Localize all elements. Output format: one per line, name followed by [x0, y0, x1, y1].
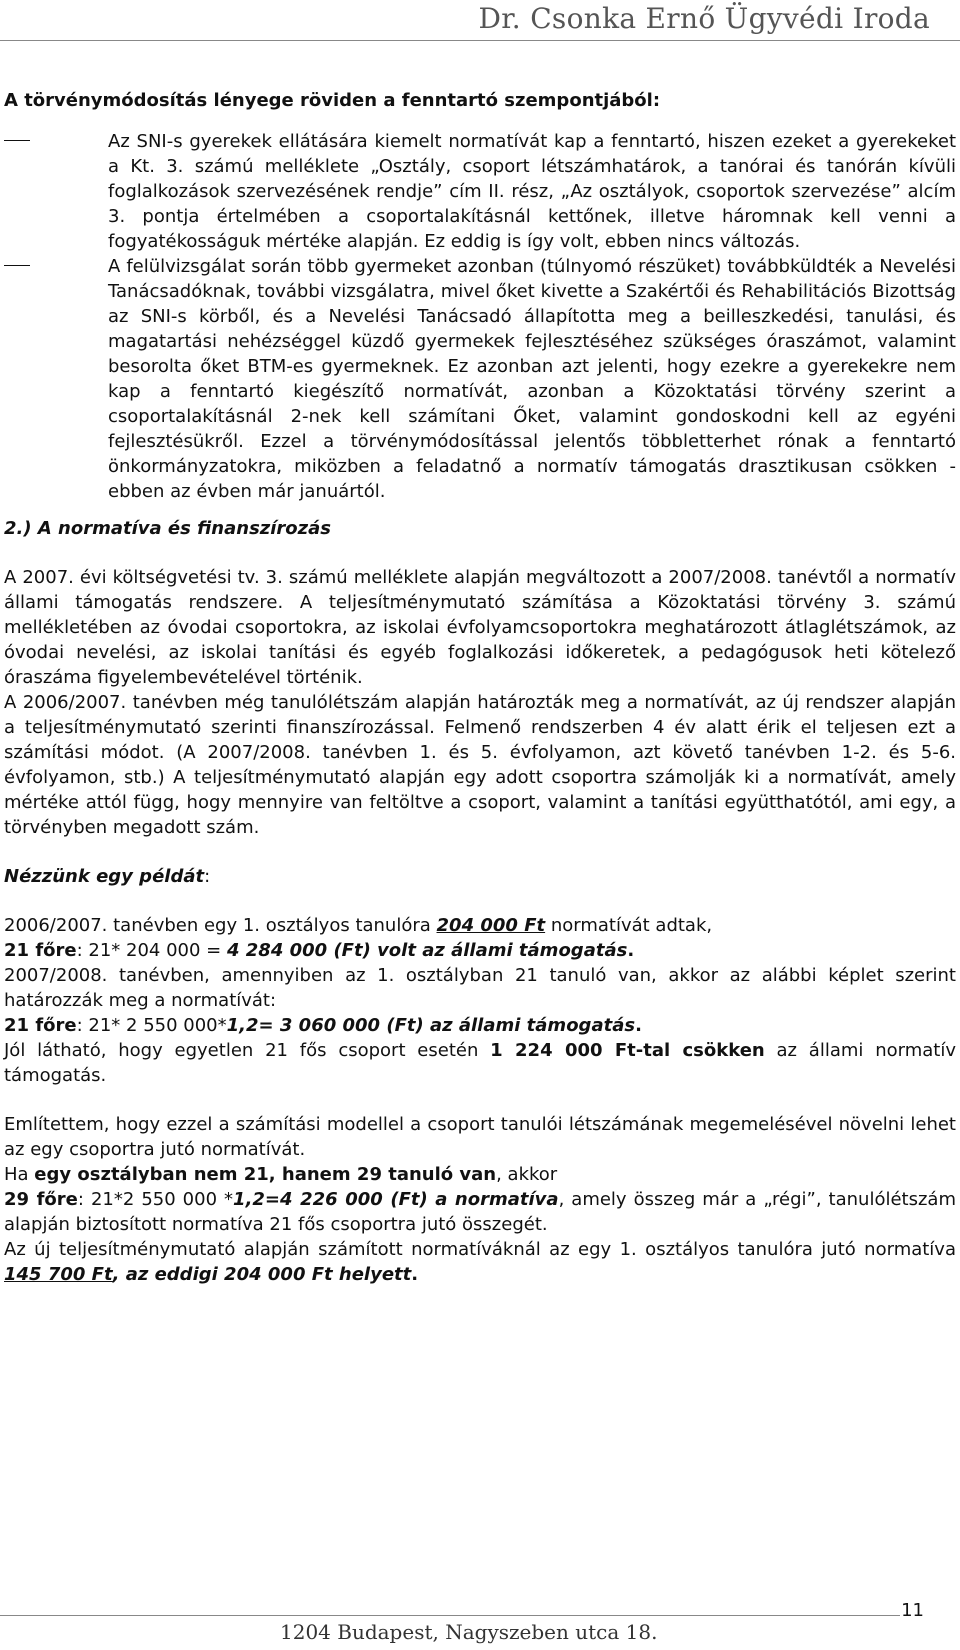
example-line: 21 főre: 21* 2 550 000*1,2= 3 060 000 (Ft) az állami támogatás. — [4, 1015, 642, 1036]
section-title: 2.) A normatíva és finanszírozás — [4, 518, 332, 539]
bullet-item — [4, 129, 956, 254]
page-number: 11 — [901, 1600, 924, 1621]
paragraph: Említettem, hogy ezzel a számítási modellel a csoport tanulói létszámának megemelésével növelni lehet az egy csoportra jutó normatívát. — [4, 1114, 956, 1160]
example-heading: Nézzünk egy példát: — [4, 866, 211, 887]
paragraph: Ha egy osztályban nem 21, hanem 29 tanuló van, akkor — [4, 1164, 558, 1185]
example-line: 2007/2008. tanévben, amennyiben az 1. osztályban 21 tanuló van, akkor az alábbi képlet szerint határozzák meg a normatívát: — [4, 965, 956, 1011]
footer-divider — [0, 1615, 900, 1616]
example-line: 2006/2007. tanévben egy 1. osztályos tanulóra 204 000 Ft normatívát adtak, — [4, 915, 713, 936]
paragraph: Az új teljesítménymutató alapján számított normatíváknál az egy 1. osztályos tanulóra jutó normatíva 145 700 Ft, az eddigi 204 000 Ft helyett. — [4, 1239, 956, 1285]
section-heading: A törvénymódosítás lényege röviden a fenntartó szempontjából: — [4, 90, 661, 111]
spacer — [4, 1088, 956, 1112]
bullet-item — [4, 254, 956, 504]
paragraph: A 2007. évi költségvetési tv. 3. számú melléklete alapján megváltozott a 2007/2008. tanévtől a normatív állami támogatás rendszere. A teljesítménymutató számítása a Közoktatási törvény 3. számú mellékletében az óvodai csoportokra, az iskolai évfolyamcsoportokra meghatározott átlaglétszámok, az óvodai nevelési, az iskolai tanítási és egyéb foglalkozási időkeretek, a pedagógusok heti kötelező óraszáma figyelembevételével történik. — [4, 567, 956, 688]
footer-address: 1204 Budapest, Nagyszeben utca 18. — [280, 1620, 658, 1644]
header-title: Dr. Csonka Ernő Ügyvédi Iroda — [478, 2, 930, 35]
example-line: 21 főre: 21* 204 000 = 4 284 000 (Ft) volt az állami támogatás. — [4, 940, 635, 961]
paragraph: A 2006/2007. tanévben még tanulólétszám alapján határozták meg a normatívát, az új rendszer alapján a teljesítménymutató szerinti finanszírozással. Felmenő rendszerben 4 év alatt érik el teljesen ezt a számítási módot. (A 2007/2008. tanévben 1. és 5. évfolyamon, azt követő tanévben 1-2. és 5-6. évfolyamon, stb.) A teljesítménymutató alapján egy adott csoportra számolják ki a normatívát, amely mértéke attól függ, hogy mennyire van feltöltve a csoport, valamint a tanítási együtthatótól, ami egy, a törvényben megadott szám. — [4, 692, 956, 838]
dash-bullet-icon — [4, 265, 30, 266]
bullet-text: Az SNI-s gyerekek ellátására kiemelt normatívát kap a fenntartó, hiszen ezeket a gyerekeket a Kt. 3. számú melléklete „Osztály, csoport létszámhatárok, a tanórai és tanórán kívüli foglalkozások szervezésének rendje” cím II. rész, „Az osztályok, csoportok szervezése” alcím 3. pontja értelmében a csoportalakításnál kettőnek, illetve háromnak kell venni a fogyatékosságuk mértéke alapján. Ez eddig is így volt, ebben nincs változás. — [108, 131, 956, 252]
example-line: Jól látható, hogy egyetlen 21 fős csoport esetén 1 224 000 Ft-tal csökken az állami normatív támogatás. — [4, 1040, 956, 1086]
spacer — [4, 840, 956, 864]
paragraph: 29 főre: 21*2 550 000 *1,2=4 226 000 (Ft) a normatíva, amely összeg már a „régi”, tanulólétszám alapján biztosított normatíva 21 fős csoportra jutó összegét. — [4, 1189, 956, 1235]
dash-bullet-icon — [4, 140, 30, 141]
document-body — [4, 88, 956, 1287]
spacer — [4, 889, 956, 913]
bullet-text: A felülvizsgálat során több gyermeket azonban (túlnyomó részüket) továbbküldték a Nevelési Tanácsadóknak, további vizsgálatra, mivel őket kivette a Szakértői és Rehabilitációs Bizottság az SNI-s körből, és a Nevelési Tanácsadó állapította meg a beilleszkedési, tanulási, és magatartási nehézséggel küzdő gyermekek fejlesztéséhez szükséges óraszámot, valamint besorolta őket BTM-es gyermeknek. Ez azonban azt jelenti, hogy ezekre a gyerekekre nem kap a fenntartó kiegészítő normatívát, azonban a Közoktatási törvény szerint a csoportalakításnál 2-nek kell számítani Őket, valamint gondoskodni kell az egyéni fejlesztésükről. Ezzel a törvénymódosítással jelentős többletterhet rónak a fenntartó önkormányzatokra, miközben a feladatnő a normatív támogatás drasztikusan csökken - ebben az évben már januártól. — [108, 256, 956, 502]
header-divider — [0, 40, 960, 41]
